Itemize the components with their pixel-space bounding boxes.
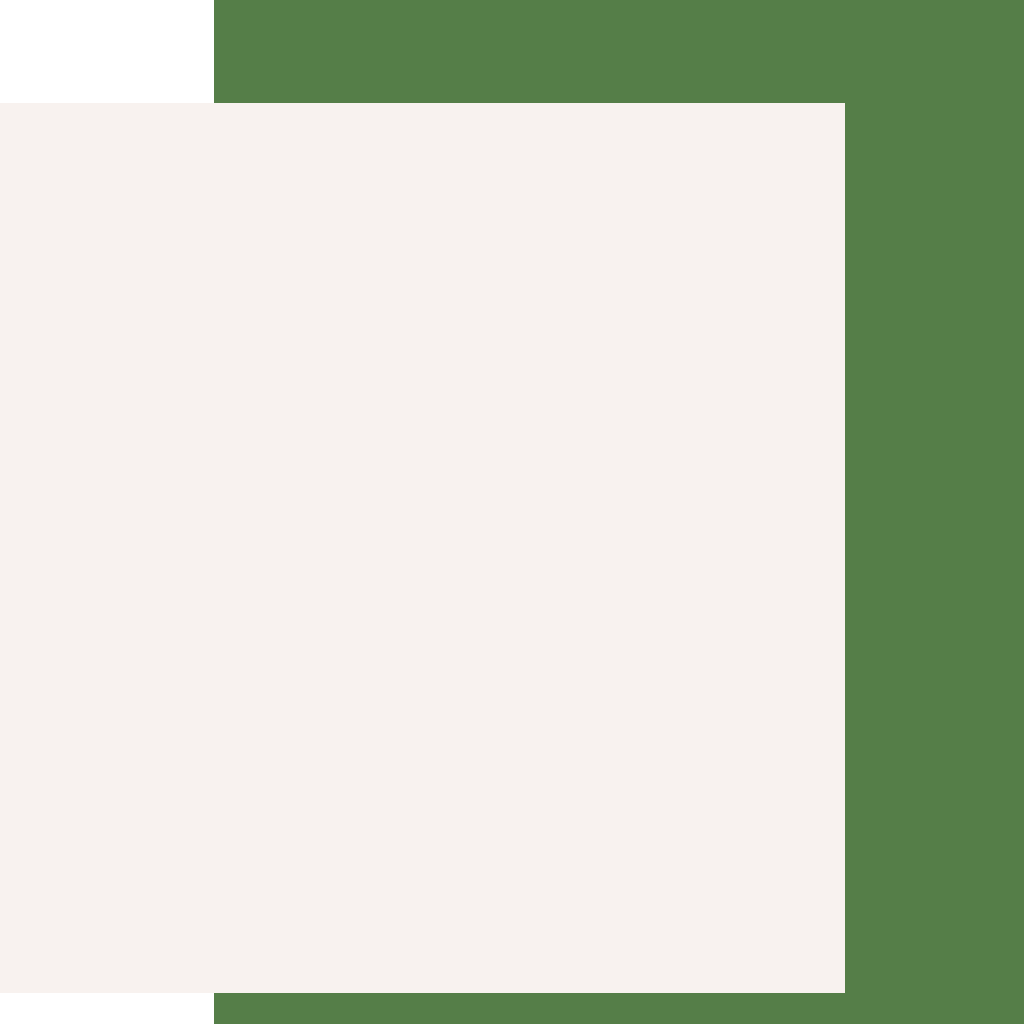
content-panel — [0, 103, 845, 993]
dot-pattern-top-left — [0, 0, 230, 103]
side-heading-wrap — [862, 296, 982, 646]
